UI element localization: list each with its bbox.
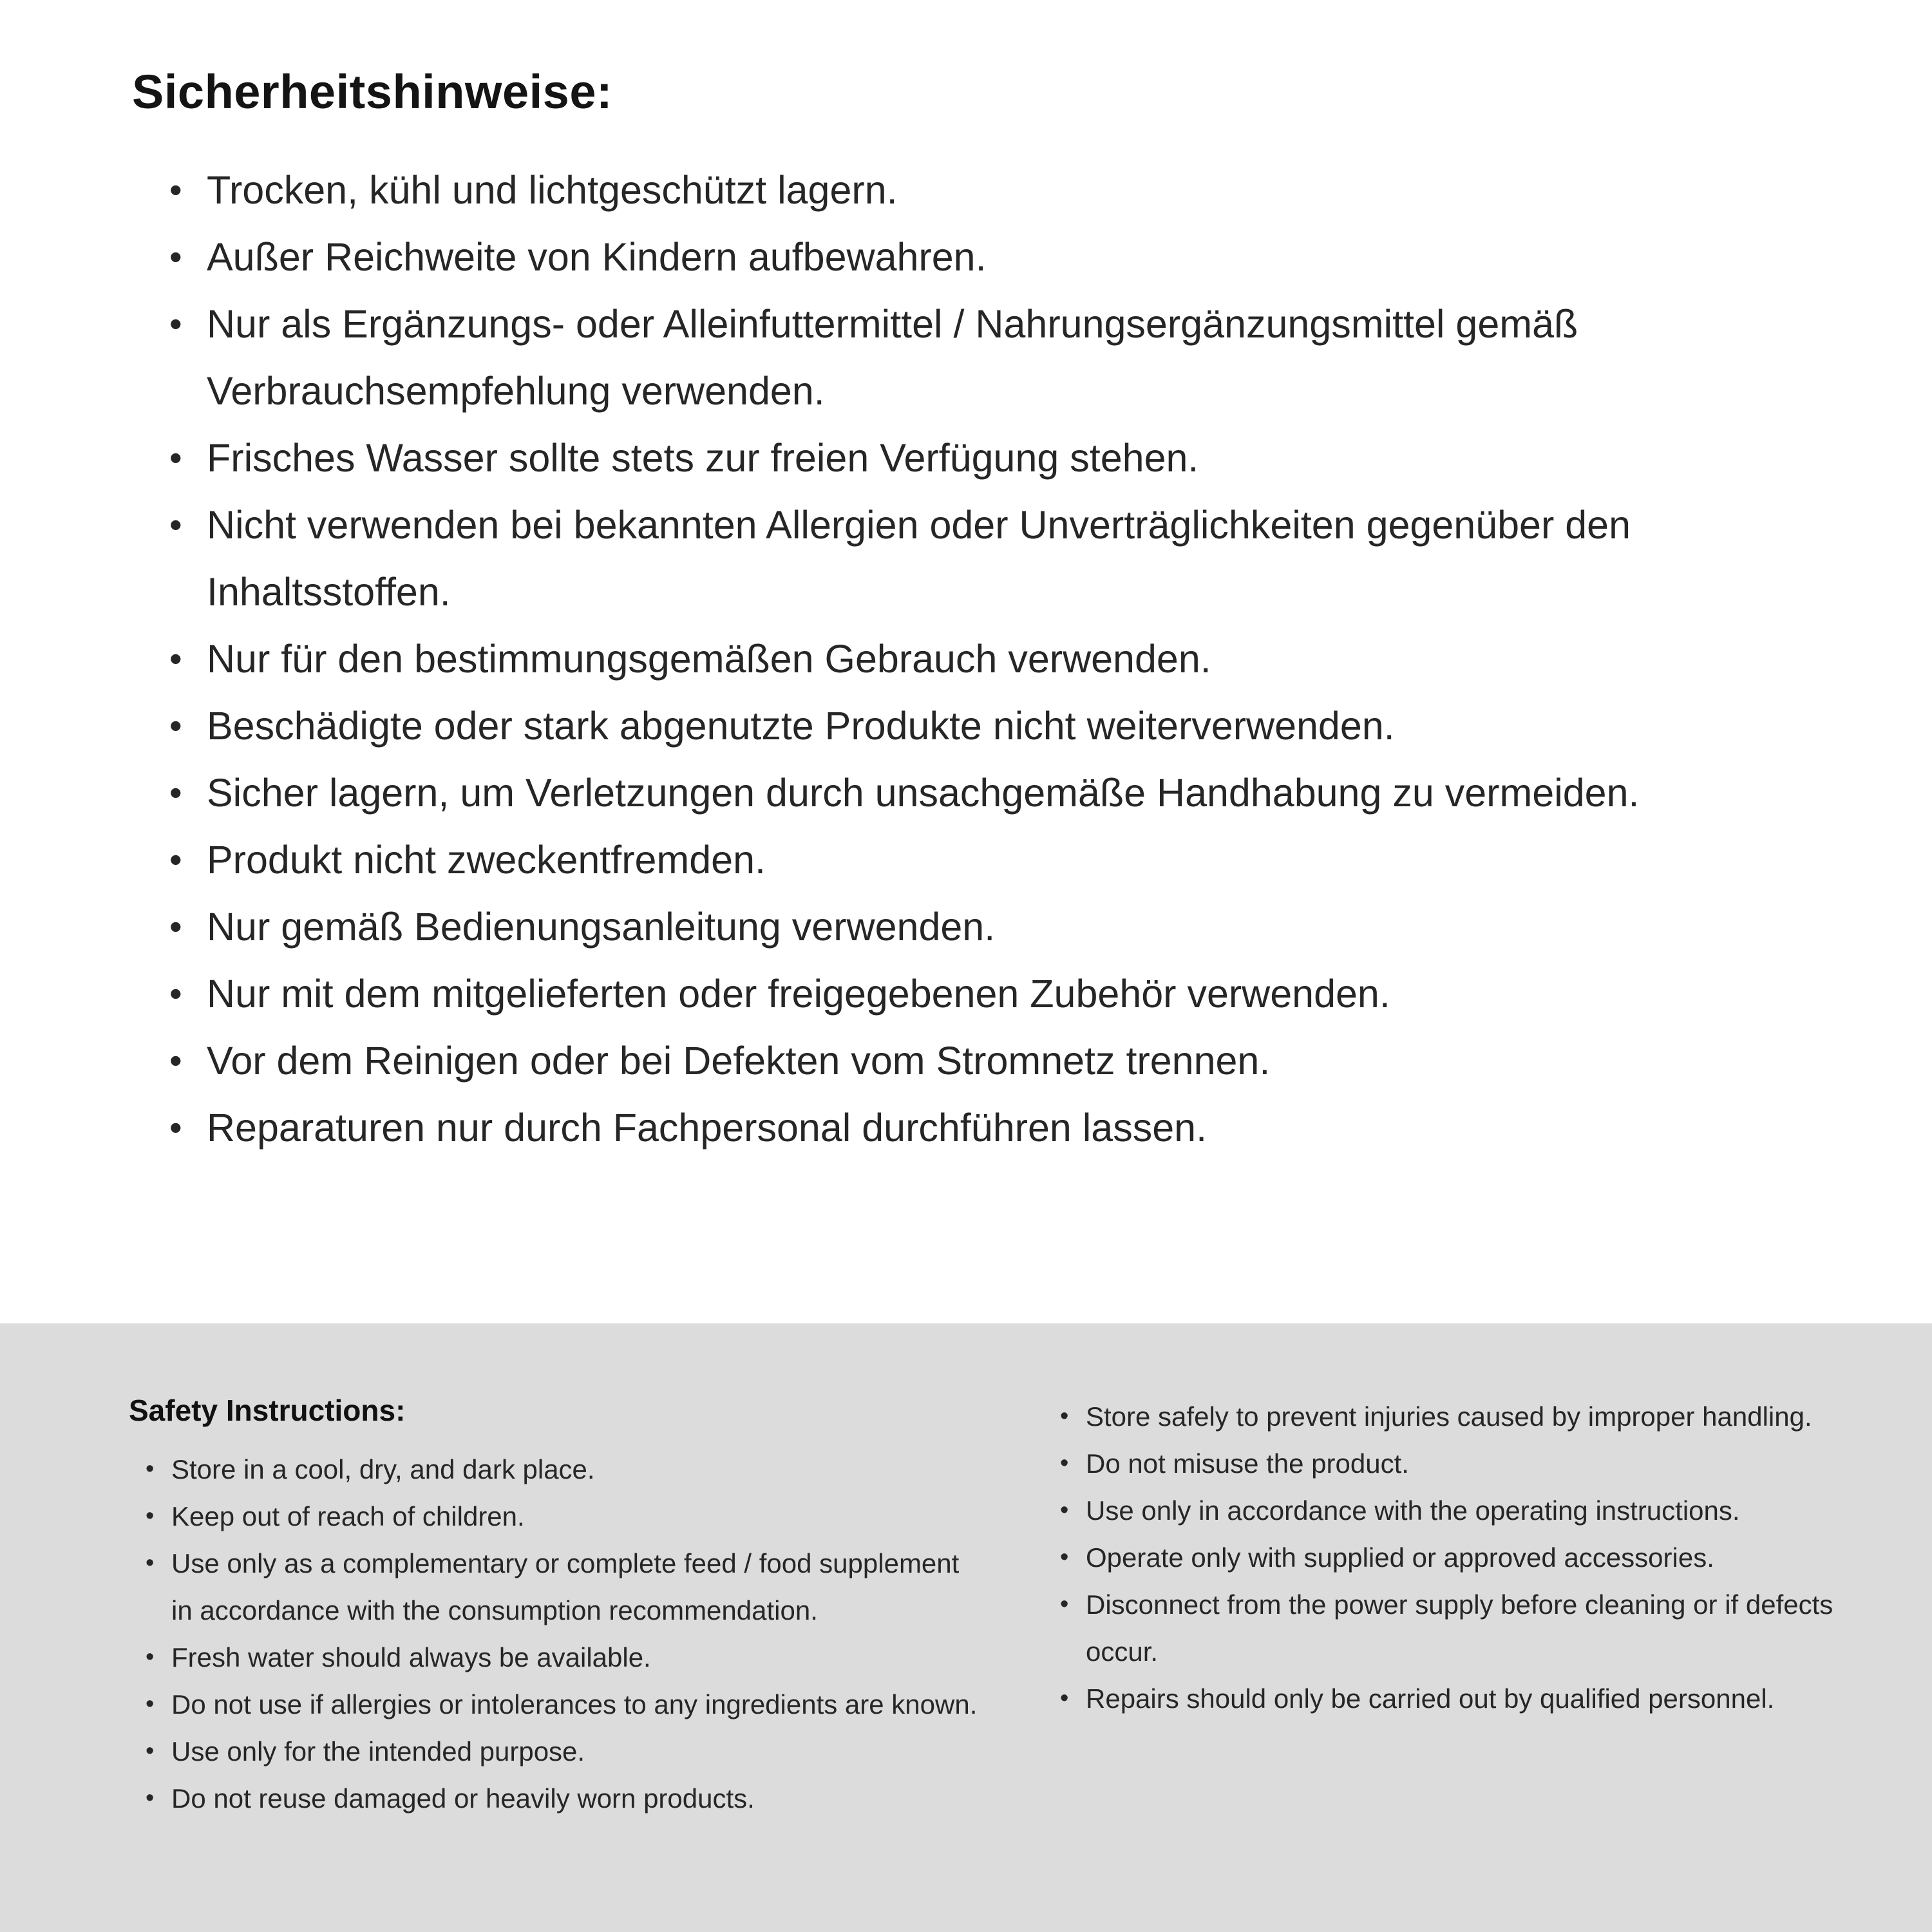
- list-item: • Beschädigte oder stark abgenutzte Produkte nicht weiterverwenden.: [169, 692, 1823, 759]
- list-item: • Operate only with supplied or approved accessories.: [1060, 1534, 1848, 1581]
- list-item: • Produkt nicht zweckentfremden.: [169, 826, 1823, 893]
- list-item: • Do not use if allergies or intolerances to any ingredients are known.: [146, 1681, 985, 1728]
- english-safety-list-right: [1043, 1393, 1848, 1722]
- list-item: • Reparaturen nur durch Fachpersonal durchführen lassen.: [169, 1094, 1823, 1161]
- english-left-column: [129, 1393, 985, 1822]
- list-item: • Nur für den bestimmungsgemäßen Gebrauch verwenden.: [169, 625, 1823, 692]
- list-item: • Store in a cool, dry, and dark place.: [146, 1446, 985, 1493]
- list-item: • Frisches Wasser sollte stets zur freien Verfügung stehen.: [169, 424, 1823, 491]
- list-item: • Keep out of reach of children.: [146, 1493, 985, 1540]
- list-item: • Do not reuse damaged or heavily worn products.: [146, 1775, 985, 1822]
- english-section-title: Safety Instructions:: [129, 1394, 406, 1427]
- list-item: • Store safely to prevent injuries caused by improper handling.: [1060, 1393, 1848, 1440]
- list-item: • Außer Reichweite von Kindern aufbewahren.: [169, 223, 1823, 290]
- german-section-title: Sicherheitshinweise:: [132, 65, 613, 118]
- list-item: • Nur mit dem mitgelieferten oder freigegebenen Zubehör verwenden.: [169, 960, 1823, 1027]
- list-item: • Nur gemäß Bedienungsanleitung verwenden.: [169, 893, 1823, 960]
- english-safety-section: [0, 1323, 1932, 1932]
- list-item: • Use only for the intended purpose.: [146, 1728, 985, 1775]
- list-item: • Fresh water should always be available.: [146, 1634, 985, 1681]
- list-item: • Repairs should only be carried out by qualified personnel.: [1060, 1675, 1848, 1722]
- list-item: • Use only as a complementary or complete feed / food supplement in accordance with the consumption recommendation.: [146, 1540, 985, 1634]
- list-item: • Do not misuse the product.: [1060, 1440, 1848, 1487]
- list-item: • Disconnect from the power supply before cleaning or if defects occur.: [1060, 1581, 1848, 1675]
- english-right-column: [1043, 1393, 1848, 1722]
- list-item: • Use only in accordance with the operating instructions.: [1060, 1487, 1848, 1534]
- list-item: • Vor dem Reinigen oder bei Defekten vom Stromnetz trennen.: [169, 1027, 1823, 1094]
- list-item: • Trocken, kühl und lichtgeschützt lagern.: [169, 156, 1823, 223]
- german-safety-list: [132, 156, 1823, 1161]
- list-item: • Nicht verwenden bei bekannten Allergien oder Unverträglichkeiten gegenüber den Inhaltsstoffen.: [169, 491, 1823, 625]
- list-item: • Nur als Ergänzungs- oder Alleinfuttermittel / Nahrungsergänzungsmittel gemäß Verbrauchsempfehlung verwenden.: [169, 290, 1823, 424]
- list-item: • Sicher lagern, um Verletzungen durch unsachgemäße Handhabung zu vermeiden.: [169, 759, 1823, 826]
- english-safety-list-left: [129, 1446, 985, 1822]
